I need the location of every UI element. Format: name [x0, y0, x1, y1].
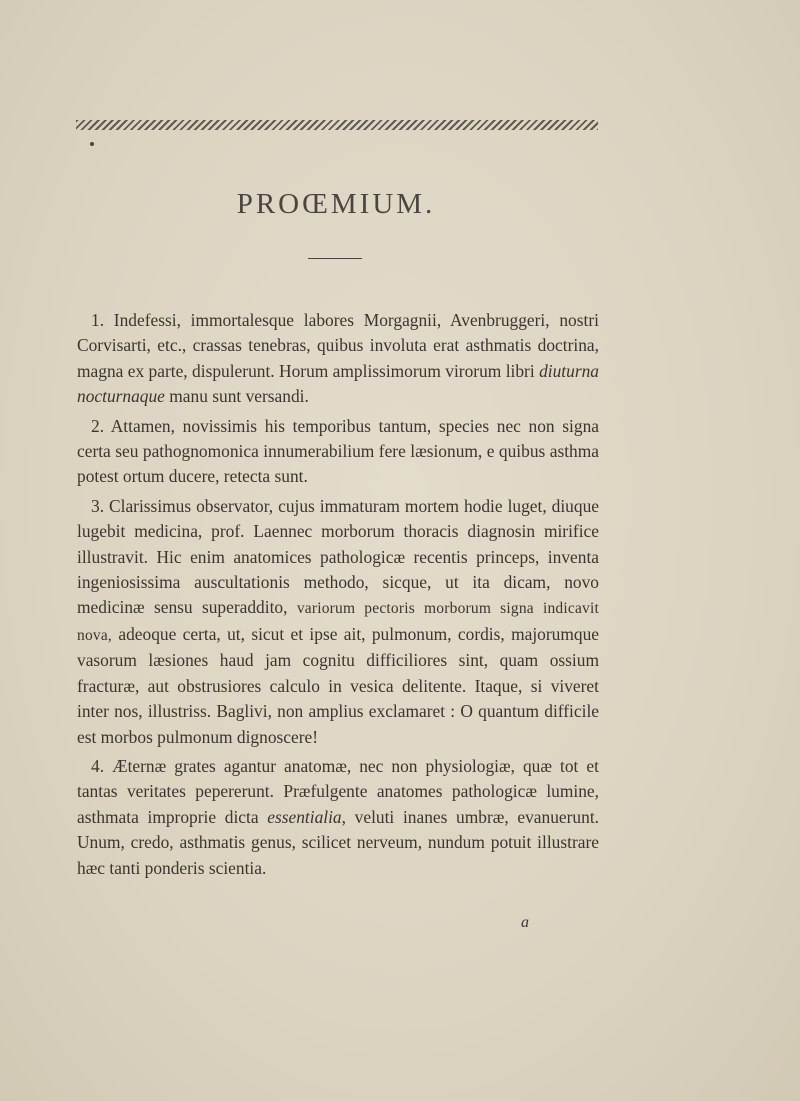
body-text [77, 308, 599, 881]
paragraph-number: 2. [91, 415, 105, 436]
paragraph-text: Attamen, novissimis his temporibus tantum, species nec non signa certa seu pathognomonica innumerabilium fere læsionum, e quibus asthma potest ortum ducere, retecta sunt. [77, 415, 599, 487]
page-title: PROŒMIUM. [236, 188, 436, 220]
signature-mark: a [521, 914, 529, 931]
paragraph-number: 1. [91, 310, 105, 330]
ornament-dot [90, 142, 94, 146]
paragraph-text: Clarissimus observator, cujus immaturam mortem hodie luget, diuque lugebit medicina, prof. Laennec morborum thoracis diagnosin mirifice illustravit. Hic enim anatomices pathologicæ recentis princeps, inventa ingeniosissima auscultationis methodo, sicque, ut ita dicam, novo medicinæ sensu superaddito, [77, 495, 599, 618]
paragraph-number: 4. [91, 755, 105, 776]
paragraph-number: 3. [91, 495, 105, 516]
paragraph-4 [77, 754, 599, 881]
paragraph-1 [77, 308, 599, 410]
title-rule [308, 258, 362, 259]
paragraph-text: Indefessi, immortalesque labores Morgagnii, Avenbruggeri, nostri Corvisarti, etc., crassas tenebras, quibus involuta erat asthmatis doctrina, magna ex parte, dispulerunt. Horum amplissimorum virorum libri [77, 310, 599, 381]
italic-phrase: essentialia [267, 806, 342, 827]
paragraph-3 [77, 494, 599, 750]
italic-phrase: diuturna nocturnaque [77, 360, 599, 407]
paragraph-2 [77, 414, 599, 490]
paragraph-text: , veluti inanes umbræ, evanuerunt. Unum, credo, asthmatis genus, scilicet nerveum, nundum potuit illustrare hæc tanti ponderis scientia. [77, 806, 599, 878]
paragraph-text: Æternæ grates agantur anatomæ, nec non physiologiæ, quæ tot et tantas veritates pepererunt. Præfulgente anatomes pathologicæ lumine, asthmata improprie dicta [77, 755, 599, 827]
small-type-phrase: variorum pectoris morborum signa indicavit nova, [77, 600, 600, 644]
header-ornament-rule [76, 120, 598, 130]
paragraph-text: adeoque certa, ut, sicut et ipse ait, pulmonum, cordis, majorumque vasorum læsiones haud jam cognitu difficiliores sint, quam ossium fracturæ, aut obstrusiores calculo in vesica delitente. Itaque, si viveret inter nos, illustriss. Baglivi, non amplius exclamaret : O quantum difficile est morbos pulmonum dignoscere! [77, 623, 599, 747]
paragraph-text: manu sunt versandi. [164, 386, 309, 407]
